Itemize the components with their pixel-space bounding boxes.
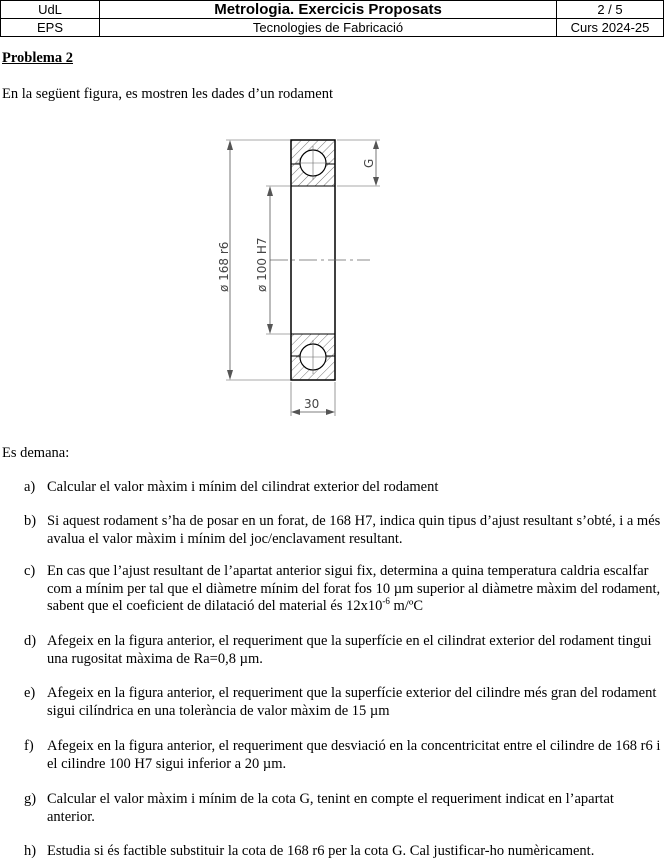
question-d xyxy=(24,633,664,668)
question-text: Estudia si és factible substituir la cota de 168 r6 per la cota G. Cal justificar-ho numèricament. xyxy=(47,843,595,859)
dim-g: G xyxy=(362,158,376,168)
problem-title: Problema 2 xyxy=(2,50,74,66)
question-text: Si aquest rodament s’ha de posar en un forat, de 168 H7, indica quin tipus d’ajust resultant s’obté, i a més avalua el valor màxim i mínim del joc/enclavament resultant. xyxy=(47,513,661,547)
question-g xyxy=(24,791,664,826)
question-f xyxy=(24,738,664,773)
question-a xyxy=(24,479,664,497)
question-text: Afegeix en la figura anterior, el requeriment que desviació en la concentricitat entre el cilindre de 168 r6 i el cilindre 100 H7 sigui inferior a 20 µm. xyxy=(47,738,661,772)
dim-outer-diameter: ø 168 r6 xyxy=(217,241,231,292)
header-subject: Tecnologies de Fabricació xyxy=(100,19,557,37)
question-text-wrap xyxy=(47,563,664,616)
question-text: Afegeix en la figura anterior, el requeriment que la superfície en el cilindrat exterior del rodament tingui una rugositat màxima de Ra=0,8 µm. xyxy=(47,633,652,667)
question-text: Calcular el valor màxim i mínim del cilindrat exterior del rodament xyxy=(47,479,439,495)
header-title: Metrologia. Exercicis Proposats xyxy=(100,1,557,19)
question-label: a) xyxy=(24,479,36,495)
question-h xyxy=(24,843,664,861)
intro-text: En la següent figura, es mostren les dades d’un rodament xyxy=(2,86,333,102)
question-text: Afegeix en la figura anterior, el requeriment que la superfície exterior del cilindre més gran del rodament sigui cilíndrica en una tolerància de valor màxim de 15 µm xyxy=(47,685,657,719)
question-c xyxy=(24,563,664,616)
asks-label: Es demana: xyxy=(2,445,70,461)
question-text: En cas que l’ajust resultant de l’apartat anterior sigui fix, determina a quina temperatura caldria escalfar com a mínim per tal que el diàmetre mínim del forat fos 10 µm superior al diàmetre màxim del rodament, sabent que el coeficient de dilatació del material és 12x10 xyxy=(47,563,661,614)
header-institution: UdL xyxy=(1,1,100,19)
question-label: b) xyxy=(24,513,37,529)
question-label: c) xyxy=(24,563,36,579)
dim-width: 30 xyxy=(304,397,320,411)
question-e xyxy=(24,685,664,720)
header-course: Curs 2024-25 xyxy=(557,19,664,37)
question-text: Calcular el valor màxim i mínim de la cota G, tenint en compte el requeriment indicat en l’apartat anterior. xyxy=(47,791,614,825)
question-label: e) xyxy=(24,685,36,701)
exponent: -6 xyxy=(382,596,390,607)
question-label: h) xyxy=(24,843,37,859)
question-label: g) xyxy=(24,791,37,807)
question-label: d) xyxy=(24,633,37,649)
question-b xyxy=(24,513,664,548)
question-label: f) xyxy=(24,738,34,754)
dim-inner-diameter: ø 100 H7 xyxy=(255,237,269,292)
unit: m/ºC xyxy=(389,598,423,614)
header-school: EPS xyxy=(1,19,100,37)
header-page: 2 / 5 xyxy=(557,1,664,19)
